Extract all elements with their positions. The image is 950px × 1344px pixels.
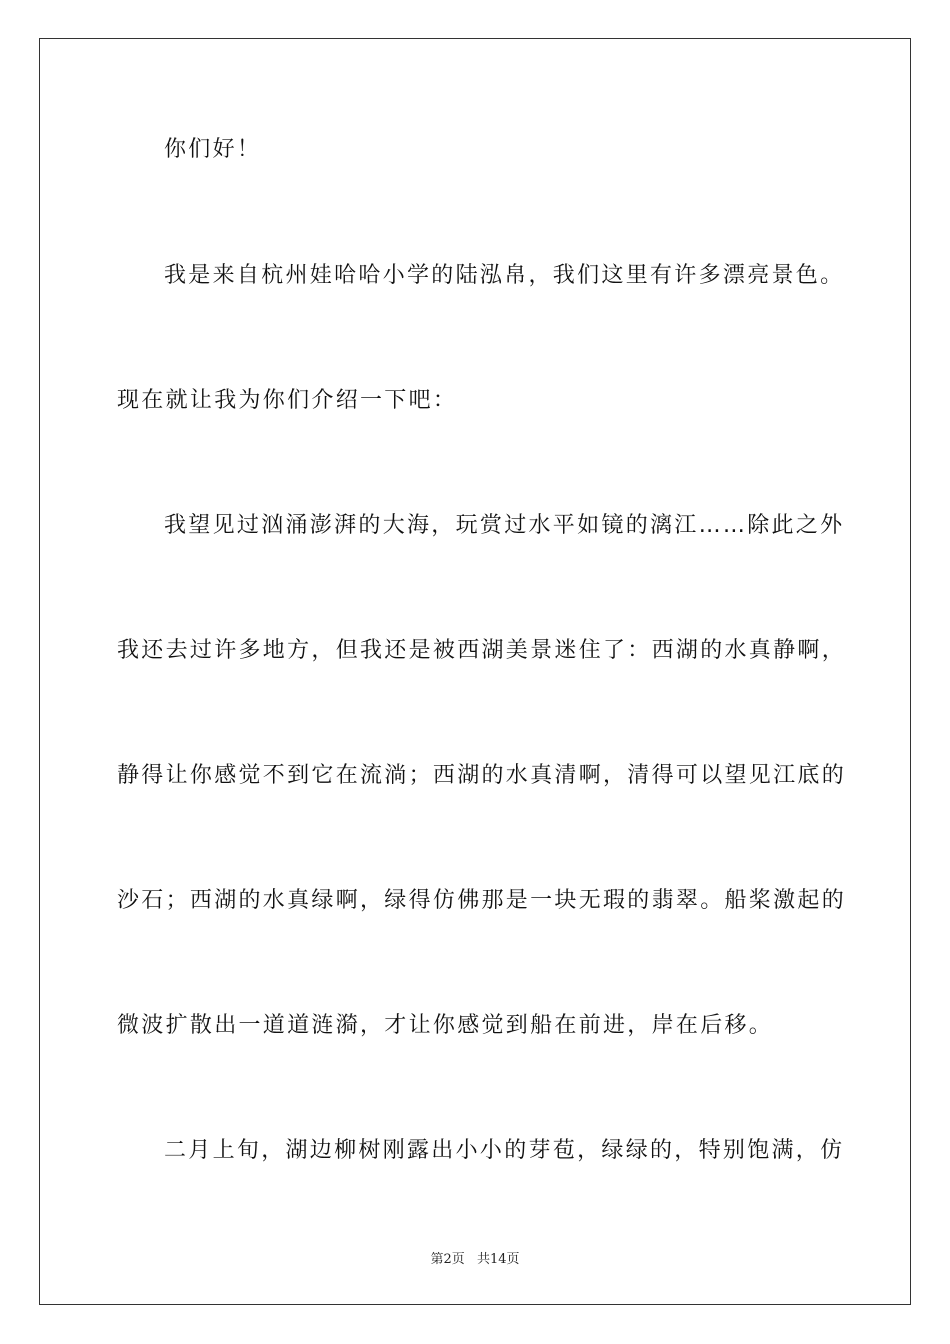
intro-line-1: 我是来自杭州娃哈哈小学的陆泓帛，我们这里有许多漂亮景色。	[164, 263, 845, 288]
paragraph-2-line-1: 我望见过汹涌澎湃的大海，玩赏过水平如镜的漓江……除此之外	[164, 513, 845, 538]
page-total: 共14页	[476, 1252, 520, 1267]
paragraph-2-line-5: 微波扩散出一道道涟漪，才让你感觉到船在前进，岸在后移。	[117, 1013, 774, 1038]
page-border	[39, 38, 911, 1305]
greeting-line: 你们好！	[164, 137, 262, 162]
paragraph-2-line-2: 我还去过许多地方，但我还是被西湖美景迷住了：西湖的水真静啊，	[117, 638, 847, 663]
paragraph-3-line-1: 二月上旬，湖边柳树刚露出小小的芽苞，绿绿的，特别饱满，仿	[164, 1138, 845, 1163]
paragraph-2-line-4: 沙石；西湖的水真绿啊，绿得仿佛那是一块无瑕的翡翠。船桨激起的	[117, 888, 847, 913]
paragraph-2-line-3: 静得让你感觉不到它在流淌；西湖的水真清啊，清得可以望见江底的	[117, 763, 847, 788]
page-number: 第2页	[430, 1252, 465, 1267]
intro-line-2: 现在就让我为你们介绍一下吧：	[117, 388, 458, 413]
page-footer	[0, 1248, 950, 1267]
